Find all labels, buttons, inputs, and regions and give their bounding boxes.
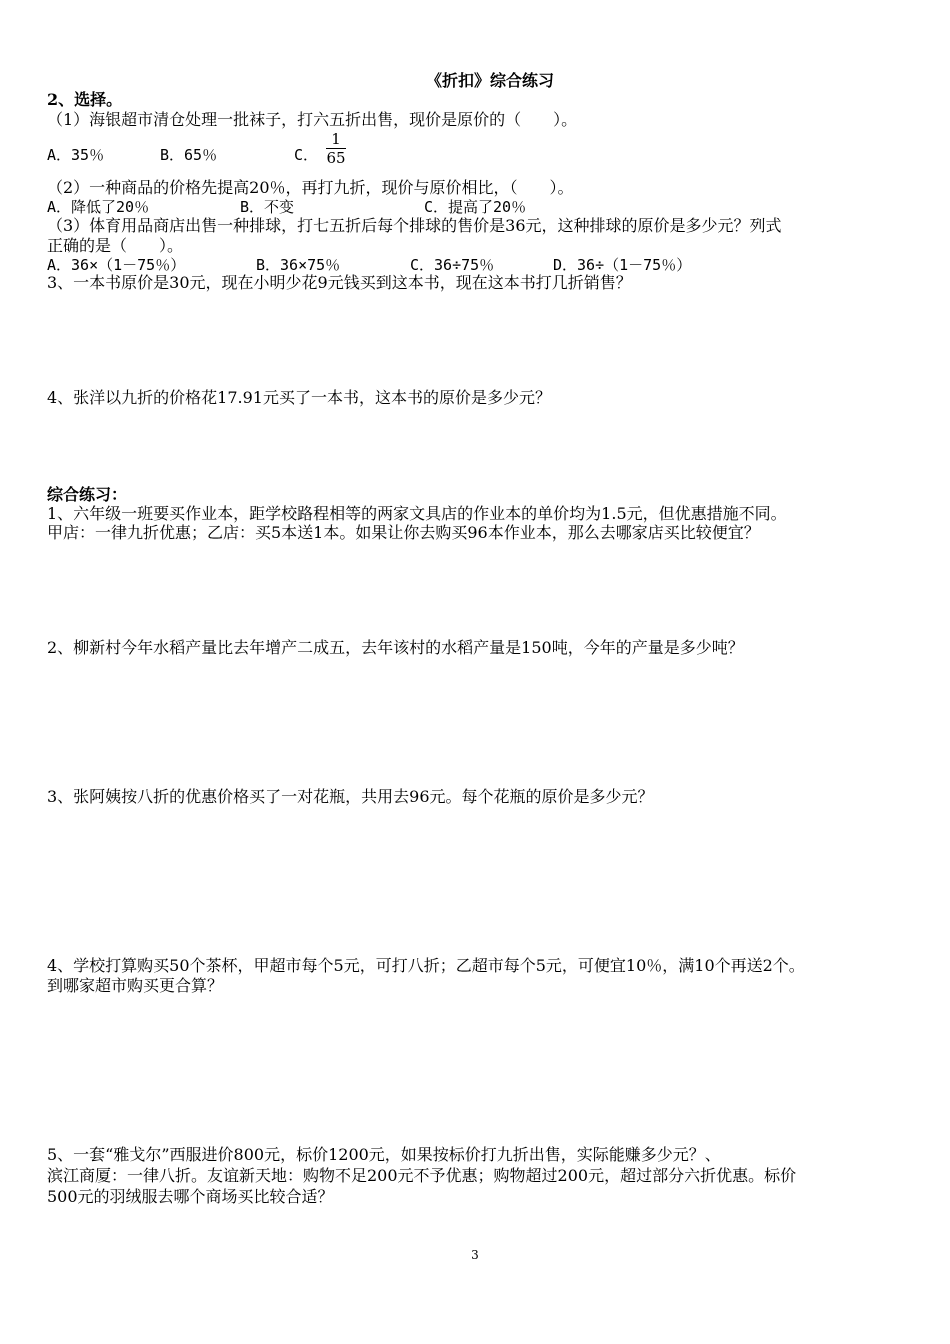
problem-4-line1: 4、学校打算购买50个茶杯，甲超市每个5元，可打八折；乙超市每个5元，可便宜10％，满10个再送2个。 xyxy=(47,956,805,975)
problem-1-line2: 甲店：一律九折优惠；乙店：买5本送1本。如果让你去购买96本作业本，那么去哪家店买比较便宜？ xyxy=(47,523,760,542)
q1-option-a: A．35％ xyxy=(47,146,105,164)
page-number: 3 xyxy=(471,1248,479,1262)
problem-5-line1: 5、一套“雅戈尔”西服进价800元，标价1200元，如果按标价打九折出售，实际能赚多少元？、 xyxy=(47,1145,721,1164)
q1-option-b: B．65％ xyxy=(160,146,218,164)
q3-option-c: C．36÷75％ xyxy=(410,256,495,274)
fraction-numerator: 1 xyxy=(331,130,341,148)
comprehensive-heading: 综合练习： xyxy=(47,485,128,504)
q1-option-c: C． xyxy=(294,146,319,164)
section-2-heading: 2、选择。 xyxy=(47,90,123,109)
problem-1-line1: 1、六年级一班要买作业本，距学校路程相等的两家文具店的作业本的单价均为1.5元，但优惠措施不同。 xyxy=(47,504,787,523)
q2-option-a: A．降低了20％ xyxy=(47,198,150,216)
page-title: 《折扣》综合练习 xyxy=(425,71,554,90)
problem-2: 2、柳新村今年水稻产量比去年增产二成五，去年该村的水稻产量是150吨，今年的产量是多少吨？ xyxy=(47,638,744,657)
question-4: 4、张洋以九折的价格花17.91元买了一本书，这本书的原价是多少元？ xyxy=(47,388,551,407)
problem-3: 3、张阿姨按八折的优惠价格买了一对花瓶，共用去96元。每个花瓶的原价是多少元？ xyxy=(47,787,654,806)
question-2-1: （1）海银超市清仓处理一批袜子，打六五折出售，现价是原价的（ ）。 xyxy=(47,110,578,129)
q2-option-c: C．提高了20％ xyxy=(424,198,527,216)
q2-option-b: B．不变 xyxy=(240,198,295,216)
fraction-denominator: 65 xyxy=(326,149,346,167)
question-2-2: （2）一种商品的价格先提高20％，再打九折，现价与原价相比，（ ）。 xyxy=(47,178,574,197)
q3-option-b: B．36×75％ xyxy=(256,256,341,274)
question-2-3-line2: 正确的是（ ）。 xyxy=(47,236,184,255)
q1-option-c-fraction xyxy=(326,130,346,167)
q3-option-a: A．36×（1－75％） xyxy=(47,256,186,274)
problem-5-line3: 500元的羽绒服去哪个商场买比较合适？ xyxy=(47,1187,334,1206)
problem-4-line2: 到哪家超市购买更合算？ xyxy=(47,976,224,995)
question-3: 3、一本书原价是30元，现在小明少花9元钱买到这本书，现在这本书打几折销售？ xyxy=(47,273,632,292)
question-2-3-line1: （3）体育用品商店出售一种排球，打七五折后每个排球的售价是36元，这种排球的原价是多少元？列式 xyxy=(47,216,782,235)
q3-option-d: D．36÷（1－75％） xyxy=(553,256,692,274)
problem-5-line2: 滨江商厦：一律八折。友谊新天地：购物不足200元不予优惠；购物超过200元，超过部分六折优惠。标价 xyxy=(47,1166,797,1185)
